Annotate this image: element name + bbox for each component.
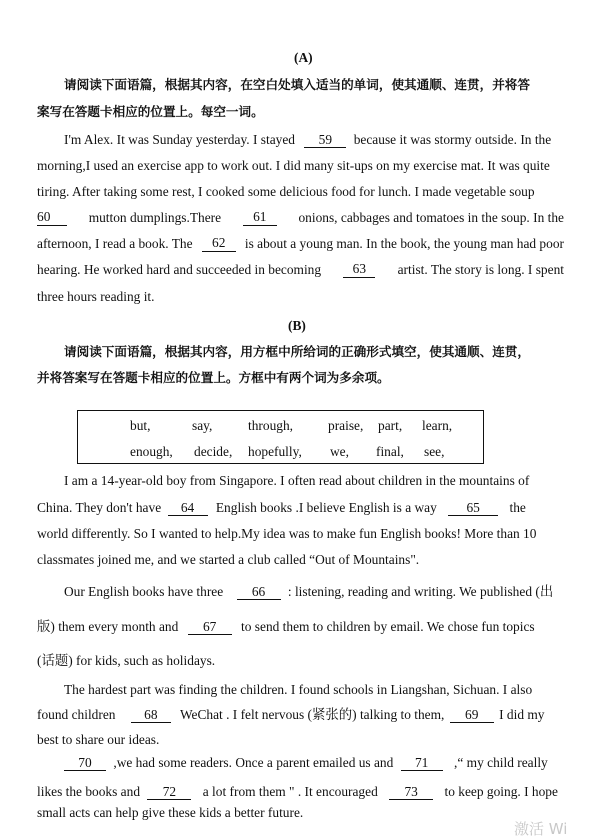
blank-63[interactable]: 63 [343, 262, 375, 278]
text: I'm Alex. It was Sunday yesterday. I stayed [64, 132, 295, 147]
blank-66[interactable]: 66 [237, 585, 281, 600]
text: a lot from them " . It encouraged [202, 784, 378, 799]
passage-b-line-1: I am a 14-year-old boy from Singapore. I often read about children in the mountains of [64, 473, 530, 488]
text: morning,I used an exercise app to work out. I did many sit-ups on my exercise mat. It was quite [37, 158, 550, 173]
passage-b-line-11 [64, 755, 548, 771]
text: I did my [499, 707, 545, 722]
passage-a-line-1 [64, 132, 564, 148]
section-a-instruction-line-2: 案写在答题卡相应的位置上。每空一词。 [37, 104, 264, 119]
passage-b-line-10: best to share our ideas. [37, 732, 160, 747]
text: onions, cabbages and tomatoes in the soup. In the [298, 210, 564, 225]
passage-b-line-13: small acts can help give these kids a better future. [37, 805, 304, 820]
blank-72[interactable]: 72 [147, 785, 191, 800]
section-b-instruction-line-1: 请阅读下面语篇，根据其内容，用方框中所给词的正确形式填空，使其通顺、连贯， [64, 344, 530, 359]
passage-b-line-4: classmates joined me, and we started a club called “Out of Mountains". [37, 552, 420, 567]
blank-68[interactable]: 68 [131, 708, 171, 723]
word-option: but, [130, 418, 151, 433]
text: Our English books have three [64, 584, 224, 599]
section-b-title: (B) [288, 318, 306, 333]
text: the [509, 500, 526, 515]
text: artist. The story is long. I spent [397, 262, 564, 277]
text: because it was stormy outside. In the [353, 132, 552, 147]
passage-b-line-5 [64, 584, 553, 600]
section-a-instruction-line-1: 请阅读下面语篇，根据其内容，在空白处填入适当的单词，使其通顺、连贯，并将答 [64, 77, 530, 92]
passage-a-line-2 [37, 158, 564, 174]
text: 版) them every month and [37, 619, 179, 634]
text: WeChat . I felt nervous (紧张的) talking to them, [179, 707, 445, 722]
passage-a-line-7: three hours reading it. [37, 289, 155, 304]
passage-a-line-4 [37, 210, 564, 226]
passage-b-line-3: world differently. So I wanted to help.My idea was to make fun English books! More than 10 [37, 526, 537, 541]
text: China. They don't have [37, 500, 162, 515]
text: : listening, reading and writing. We published (出 [287, 584, 554, 599]
word-option: learn, [422, 418, 453, 433]
word-option: decide, [194, 444, 233, 459]
section-b-instruction-line-2: 并将答案写在答题卡相应的位置上。方框中有两个词为多余项。 [37, 370, 390, 385]
blank-60[interactable]: 60 [37, 210, 67, 226]
word-option: praise, [328, 418, 364, 433]
word-option: we, [330, 444, 349, 459]
text: ,we had some readers. Once a parent emailed us and [113, 755, 394, 770]
blank-65[interactable]: 65 [448, 501, 498, 516]
passage-b-line-7: (话题) for kids, such as holidays. [37, 653, 216, 668]
text: is about a young man. In the book, the young man had poor [244, 236, 564, 251]
passage-b-line-6 [37, 619, 535, 635]
text: mutton dumplings.There [88, 210, 222, 225]
blank-73[interactable]: 73 [389, 785, 433, 800]
text: to send them to children by email. We chose fun topics [241, 619, 535, 634]
passage-a-line-5 [37, 236, 564, 252]
passage-a-line-3: tiring. After taking some rest, I cooked some delicious food for lunch. I made vegetable soup [37, 184, 535, 199]
blank-70[interactable]: 70 [64, 756, 106, 771]
passage-b-line-9 [37, 707, 545, 723]
text: afternoon, I read a book. The [37, 236, 193, 251]
word-option: final, [376, 444, 404, 459]
text: hearing. He worked hard and succeeded in becoming [37, 262, 322, 277]
text: English books .I believe English is a way [215, 500, 437, 515]
blank-59[interactable]: 59 [304, 133, 346, 148]
word-option: part, [378, 418, 403, 433]
passage-b-line-8: The hardest part was finding the children. I found schools in Liangshan, Sichuan. I also [64, 682, 533, 697]
text: ,“ my child really [454, 755, 548, 770]
blank-67[interactable]: 67 [188, 620, 232, 635]
word-option: see, [424, 444, 445, 459]
blank-69[interactable]: 69 [450, 708, 494, 723]
text: found children [37, 707, 116, 722]
passage-a-line-6 [37, 262, 564, 278]
text: likes the books and [37, 784, 141, 799]
word-option: through, [248, 418, 294, 433]
passage-b-line-2 [37, 500, 526, 516]
text: to keep going. I hope [444, 784, 558, 799]
word-option: enough, [130, 444, 173, 459]
passage-b-line-12 [37, 784, 558, 800]
word-box [77, 410, 484, 464]
word-option: hopefully, [248, 444, 302, 459]
blank-62[interactable]: 62 [202, 236, 236, 252]
activation-watermark: 激活 Wi [514, 820, 568, 838]
blank-61[interactable]: 61 [243, 210, 277, 226]
blank-71[interactable]: 71 [401, 756, 443, 771]
blank-64[interactable]: 64 [168, 501, 208, 516]
section-a-title: (A) [294, 50, 313, 65]
word-option: say, [192, 418, 213, 433]
